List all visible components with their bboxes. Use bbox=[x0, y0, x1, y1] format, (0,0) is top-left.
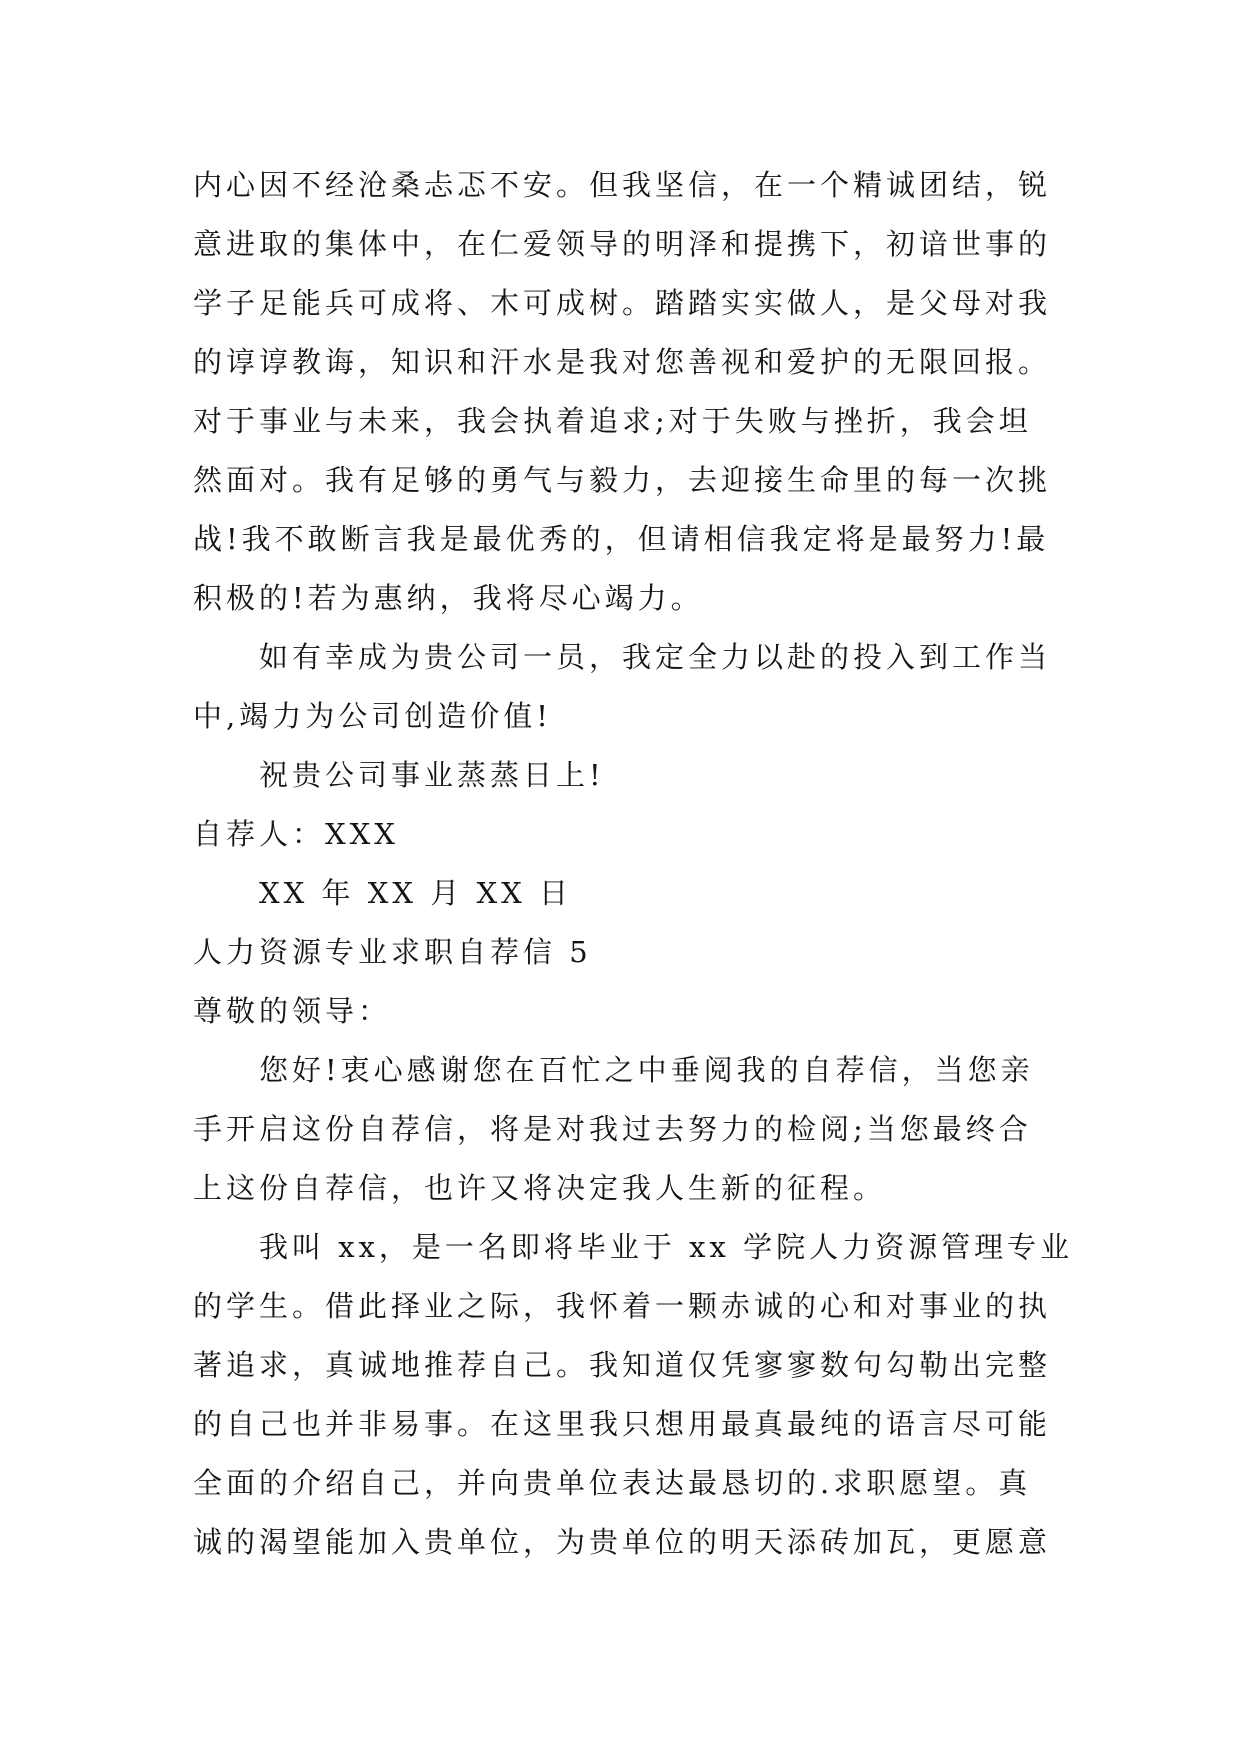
paragraph-introduction bbox=[193, 1218, 1241, 1572]
letter-title-block bbox=[193, 923, 1241, 982]
text-line: 著追求，真诚地推荐自己。我知道仅凭寥寥数句勾勒出完整 bbox=[193, 1348, 1052, 1382]
text-line: 的自己也并非易事。在这里我只想用最真最纯的语言尽可能 bbox=[193, 1407, 1052, 1441]
text-line: 中,竭力为公司创造价值! bbox=[193, 699, 552, 733]
signature-block bbox=[193, 805, 1241, 923]
wishes-line: 祝贵公司事业蒸蒸日上! bbox=[259, 758, 605, 792]
text-line: 对于事业与未来，我会执着追求;对于失败与挫折，我会坦 bbox=[193, 404, 1032, 438]
text-line: 您好!衷心感谢您在百忙之中垂阅我的自荐信，当您亲 bbox=[259, 1053, 1034, 1087]
text-line: 意进取的集体中，在仁爱领导的明泽和提携下，初谙世事的 bbox=[193, 227, 1052, 261]
text-line: 战!我不敢断言我是最优秀的，但请相信我定将是最努力!最 bbox=[193, 522, 1050, 556]
text-line: 然面对。我有足够的勇气与毅力，去迎接生命里的每一次挑 bbox=[193, 463, 1052, 497]
text-line: 如有幸成为贵公司一员，我定全力以赴的投入到工作当 bbox=[259, 640, 1052, 674]
salutation: 尊敬的领导： bbox=[193, 994, 392, 1028]
text-line: 的谆谆教诲，知识和汗水是我对您善视和爱护的无限回报。 bbox=[193, 345, 1052, 379]
paragraph-closing bbox=[193, 628, 1241, 746]
text-line: 我叫 xx，是一名即将毕业于 xx 学院人力资源管理专业 bbox=[259, 1230, 1074, 1264]
salutation-block bbox=[193, 982, 1241, 1041]
paragraph-greeting bbox=[193, 1041, 1241, 1218]
letter-title: 人力资源专业求职自荐信 5 bbox=[193, 935, 592, 969]
text-line: 的学生。借此择业之际，我怀着一颗赤诚的心和对事业的执 bbox=[193, 1289, 1052, 1323]
text-line: 诚的渴望能加入贵单位，为贵单位的明天添砖加瓦，更愿意 bbox=[193, 1525, 1052, 1559]
text-line: 上这份自荐信，也许又将决定我人生新的征程。 bbox=[193, 1171, 887, 1205]
paragraph-body-continued bbox=[193, 156, 1241, 628]
text-line: 内心因不经沧桑忐忑不安。但我坚信，在一个精诚团结，锐 bbox=[193, 168, 1052, 202]
text-line: 手开启这份自荐信，将是对我过去努力的检阅;当您最终合 bbox=[193, 1112, 1032, 1146]
date-line: XX 年 XX 月 XX 日 bbox=[259, 876, 572, 910]
paragraph-wishes bbox=[193, 746, 1241, 805]
text-line: 积极的!若为惠纳，我将尽心竭力。 bbox=[193, 581, 704, 615]
text-line: 全面的介绍自己，并向贵单位表达最恳切的.求职愿望。真 bbox=[193, 1466, 1032, 1500]
text-line: 学子足能兵可成将、木可成树。踏踏实实做人，是父母对我 bbox=[193, 286, 1052, 320]
signature-line: 自荐人：XXX bbox=[193, 817, 399, 851]
